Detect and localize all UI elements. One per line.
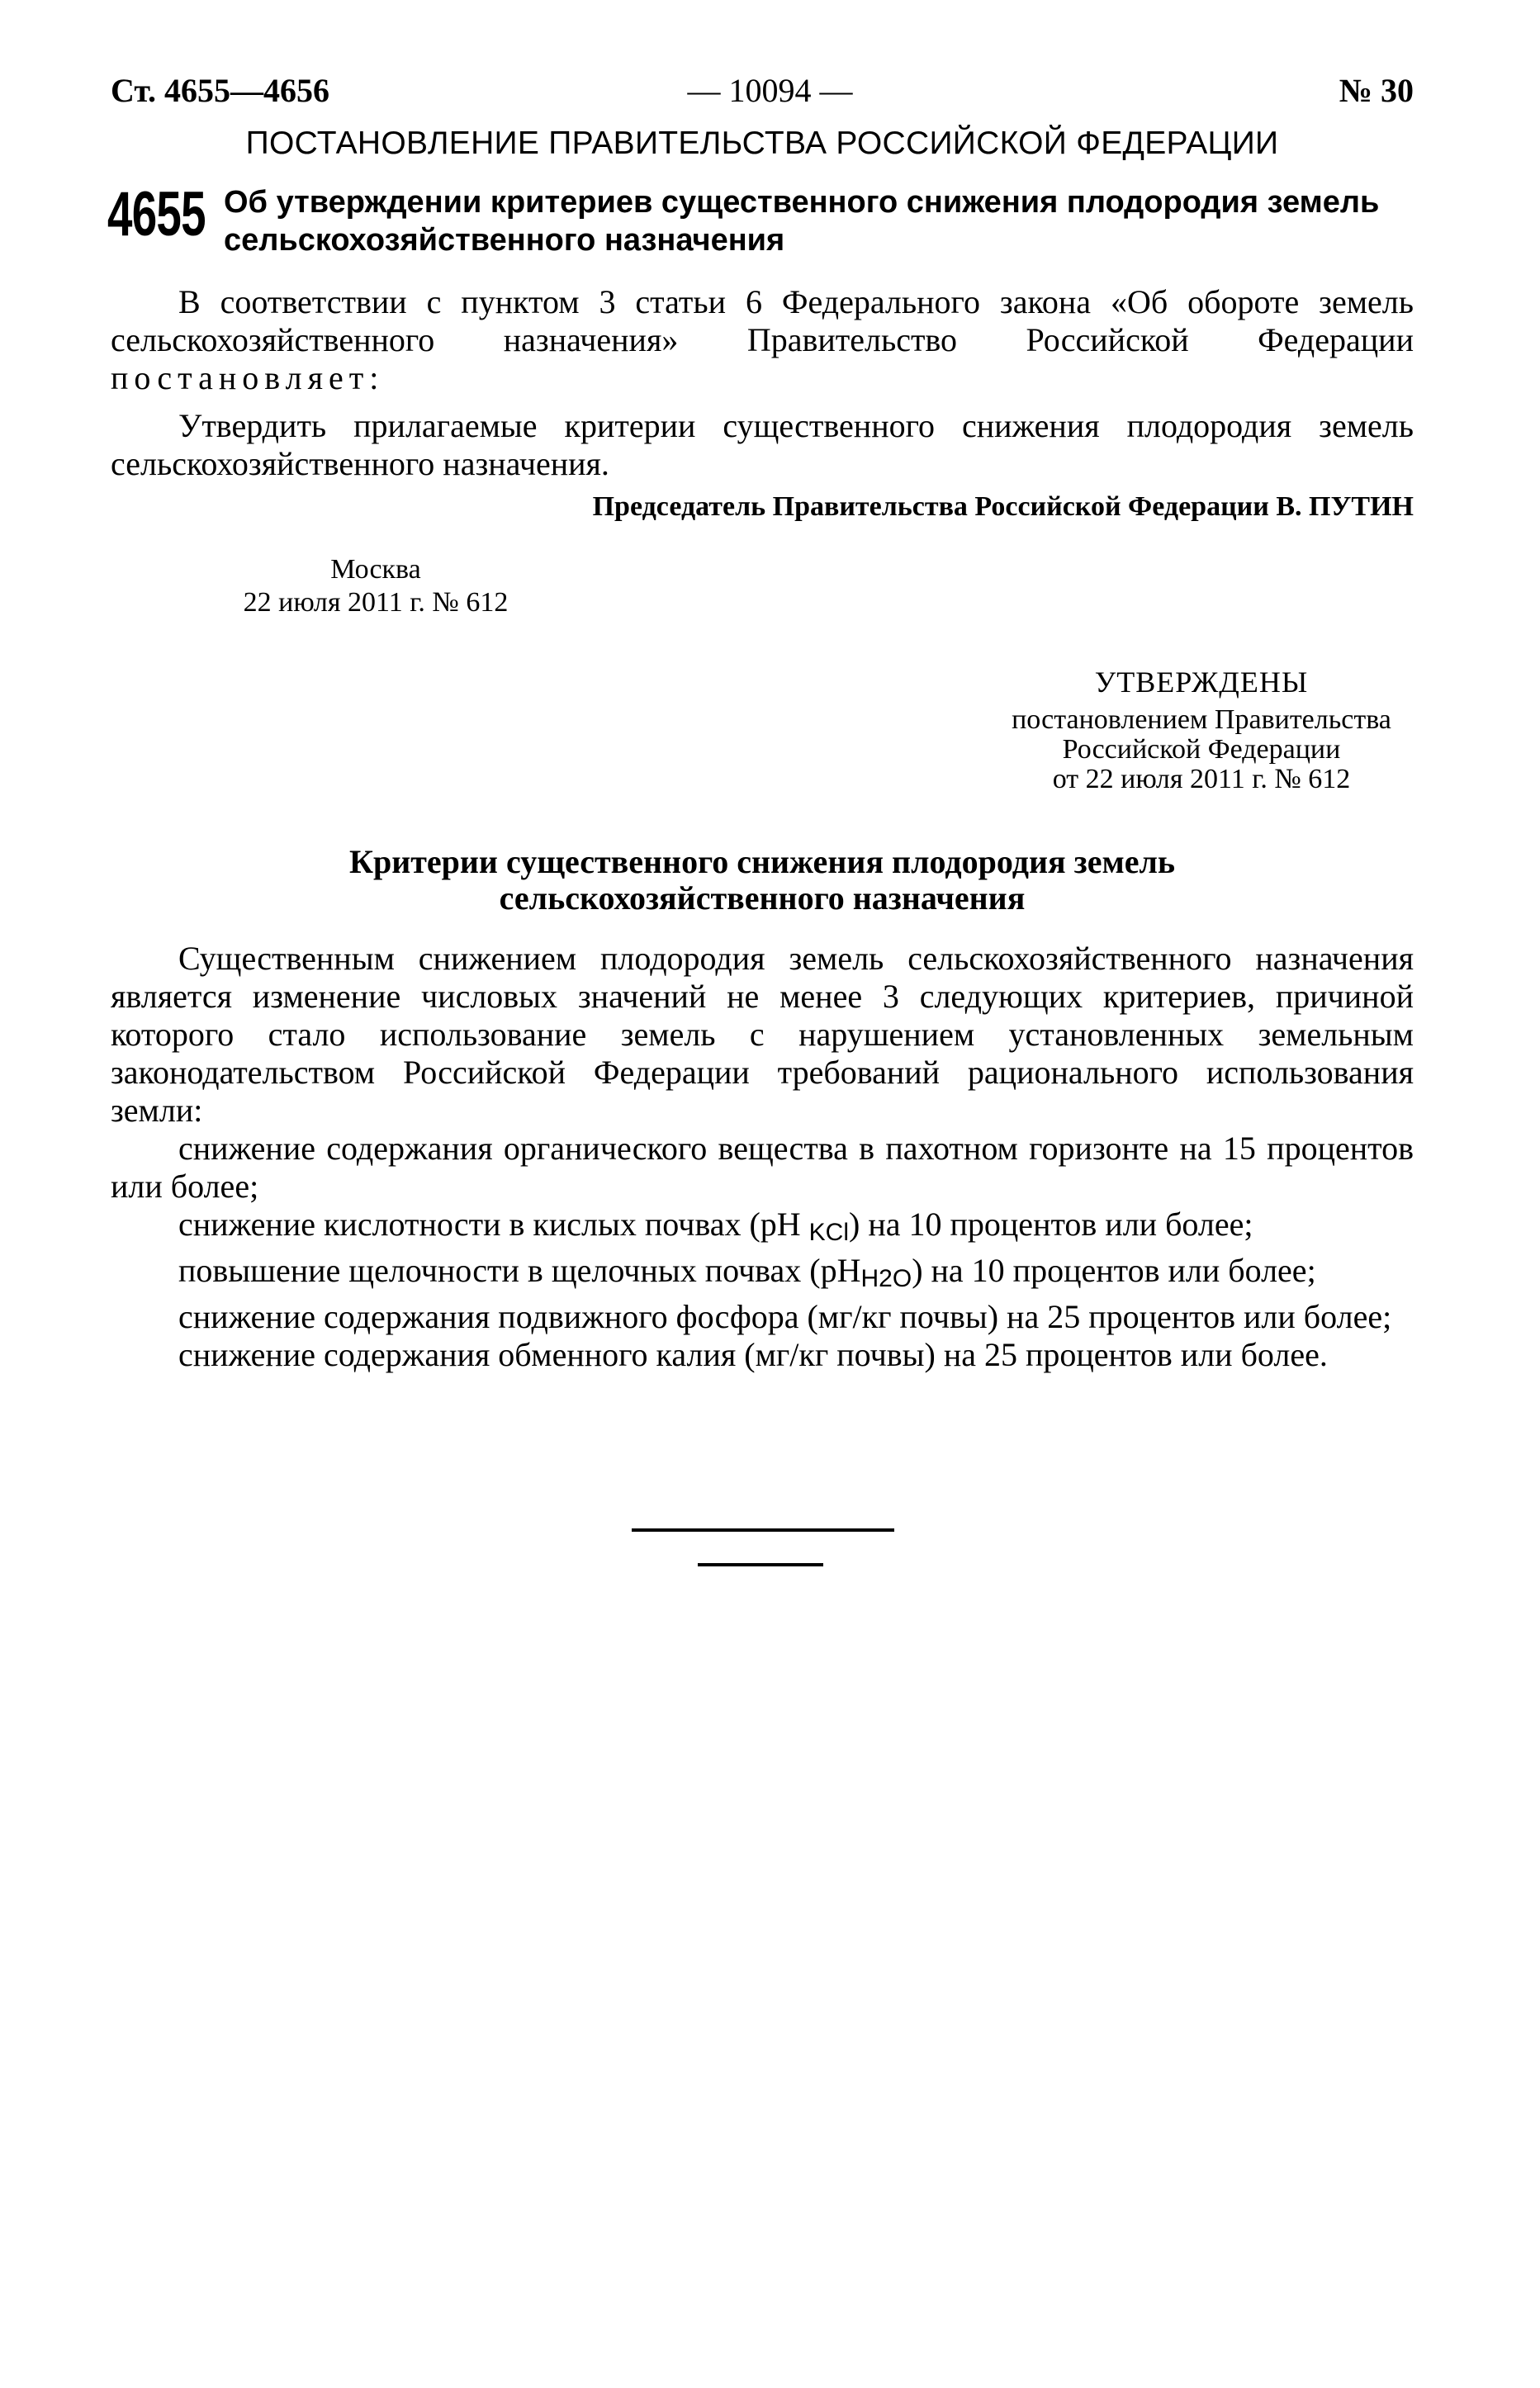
preamble-text: В соответствии с пунктом 3 статьи 6 Федерального закона «Об обороте земель сельскохозяйственного назначения» Правительство Российской Федерации [111,283,1414,358]
document-number: 4655 [107,179,206,249]
criteria-title [111,844,1414,917]
running-header [0,71,1540,121]
header-article-range: Ст. 4655—4656 [111,72,329,109]
criteria-item-3 [111,1252,1414,1298]
item-3-text-end: ) на 10 процентов или более; [912,1252,1316,1289]
end-rule-long [632,1528,894,1532]
approval-stamp [991,667,1412,794]
criteria-body [111,940,1414,1374]
signer: Председатель Правительства Российской Федерации В. ПУТИН [592,491,1414,522]
date-number: 22 июля 2011 г. № 612 [243,587,509,618]
h2o-subscript: H2O [860,1265,912,1292]
criteria-title-line-1: Критерии существенного снижения плодородия земель [348,843,1176,880]
kcl-subscript: KCl [808,1219,850,1246]
decree-word: постановляет [111,359,370,396]
preamble-paragraph [111,283,1414,397]
criteria-item-4: снижение содержания подвижного фосфора (мг/кг почвы) на 25 процентов или более; [178,1298,1392,1335]
place-date-block [223,553,528,619]
item-2-text-end: ) на 10 процентов или более; [849,1206,1253,1243]
approval-heading: УТВЕРЖДЕНЫ [1094,666,1309,699]
preamble-block [111,283,1414,483]
section-heading: ПОСТАНОВЛЕНИЕ ПРАВИТЕЛЬСТВА РОССИЙСКОЙ ФЕДЕРАЦИИ [245,126,1279,161]
decree-colon: : [369,359,379,396]
resolution-paragraph: Утвердить прилагаемые критерии существенного снижения плодородия земель сельскохозяйственного назначения. [111,407,1414,482]
approval-line-2: Российской Федерации [1062,734,1341,765]
end-rule-short [698,1563,823,1566]
criteria-item-1: снижение содержания органического вещества в пахотном горизонте на 15 процентов или более; [111,1130,1414,1205]
item-3-text-start: повышение щелочности в щелочных почвах (pH [178,1252,861,1289]
criteria-intro: Существенным снижением плодородия земель сельскохозяйственного назначения является изменение числовых значений не менее 3 следующих критериев, причиной которого стало использование земель с нарушением установленных земельным законодательством Российской Федерации требований рационального использования земли: [111,940,1414,1129]
header-issue-number: № 30 [1339,72,1414,109]
approval-line-3: от 22 июля 2011 г. № 612 [1052,764,1351,794]
document-title: Об утверждении критериев существенного снижения плодородия земель сельскохозяйственного назначения [224,185,1380,258]
approval-line-1: постановлением Правительства [1012,704,1391,735]
header-page-number: — 10094 — [687,72,853,109]
criteria-title-line-2: сельскохозяйственного назначения [499,879,1026,917]
criteria-item-5: снижение содержания обменного калия (мг/кг почвы) на 25 процентов или более. [178,1336,1328,1373]
criteria-item-2 [111,1206,1414,1252]
city: Москва [330,554,421,585]
item-2-text-start: снижение кислотности в кислых почвах (pH [178,1206,809,1243]
